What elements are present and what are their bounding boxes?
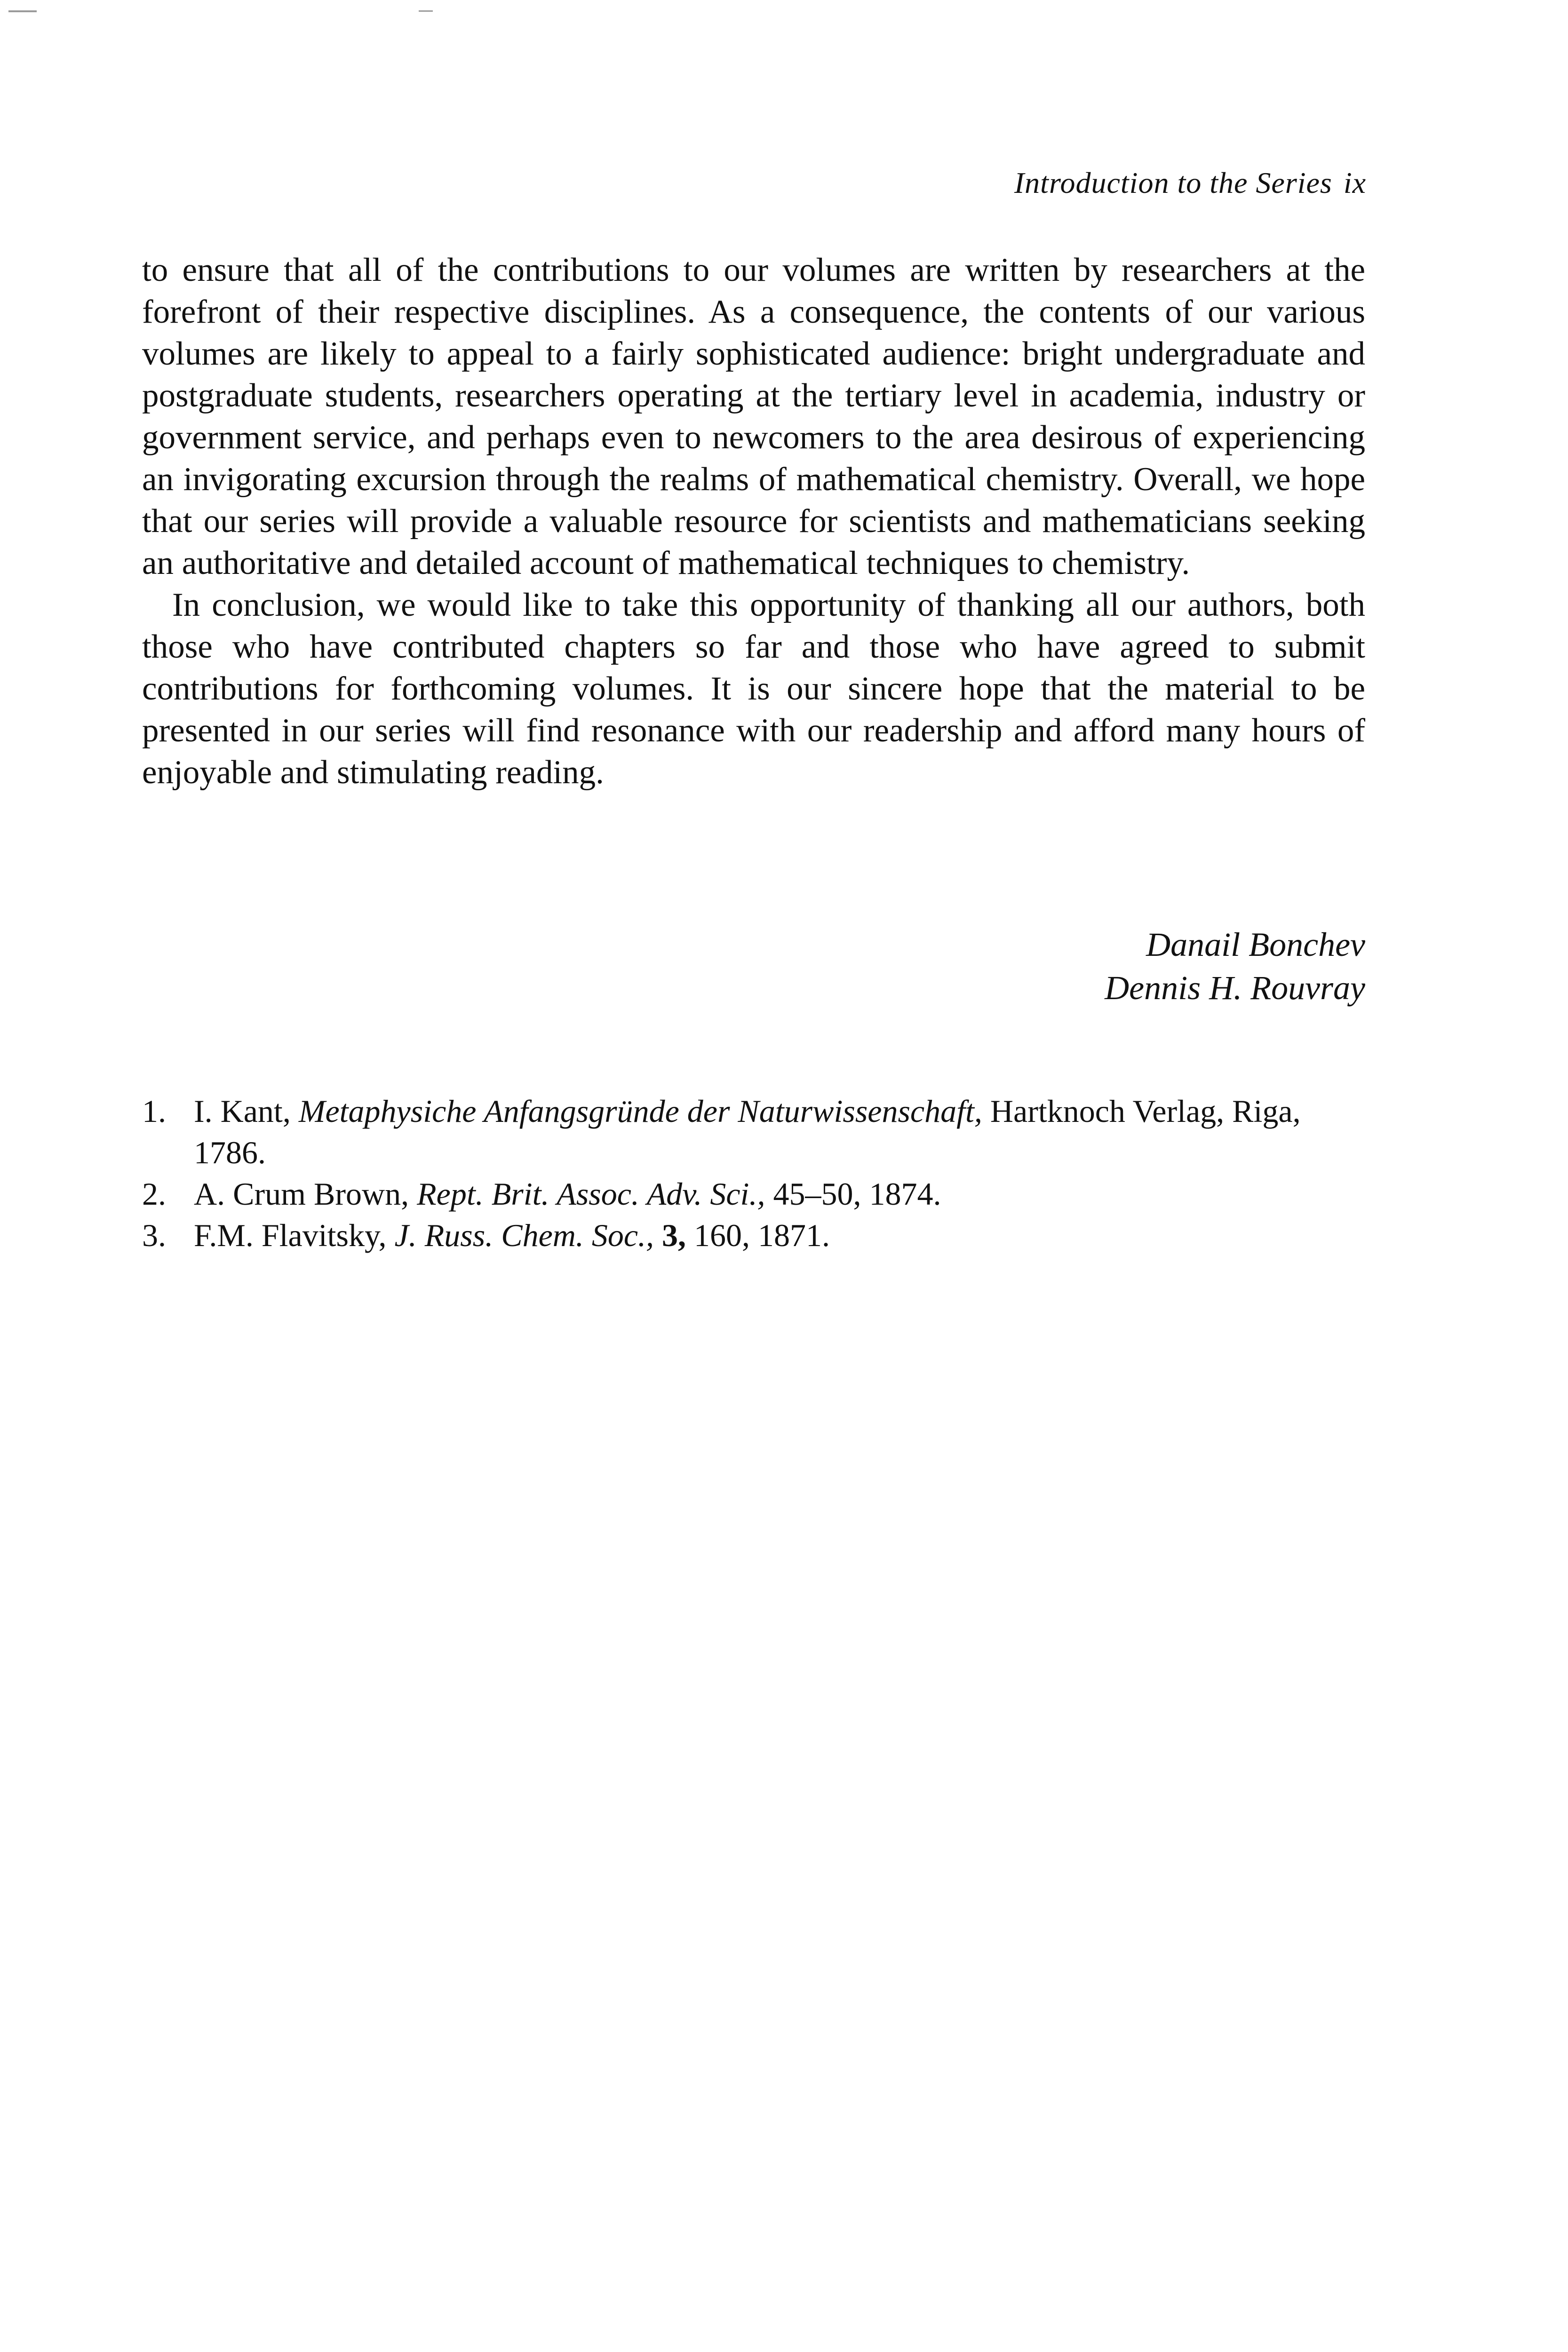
signature-author: Danail Bonchev	[1146, 926, 1365, 963]
reference-text	[194, 1215, 1365, 1256]
reference-item	[142, 1173, 1365, 1215]
reference-item	[142, 1215, 1365, 1256]
reference-title: J. Russ. Chem. Soc.,	[394, 1217, 654, 1253]
reference-title: Rept. Brit. Assoc. Adv. Sci.,	[417, 1176, 765, 1212]
scan-artifact-top-left	[8, 10, 37, 12]
reference-list	[142, 1090, 1365, 1256]
reference-number: 2.	[142, 1176, 166, 1212]
reference-details: Hartknoch Verlag, Riga, 1786.	[194, 1093, 1301, 1170]
page-number: ix	[1343, 166, 1366, 199]
scan-artifact-top-center	[419, 10, 433, 12]
reference-author: F.M. Flavitsky,	[194, 1217, 387, 1253]
reference-title: Metaphysiche Anfangsgründe der Naturwissenschaft,	[298, 1093, 982, 1129]
signature-author: Dennis H. Rouvray	[1105, 969, 1365, 1007]
paragraph-conclusion: In conclusion, we would like to take this opportunity of thanking all our authors, both those who have contributed chapters so far and those who have agreed to submit contributions for forthcoming volumes. It is our sincere hope that the material to be presented in our series will find resonance with our readership and afford many hours of enjoyable and stimulating reading.	[142, 587, 1365, 791]
reference-volume: 3,	[662, 1217, 686, 1253]
reference-text	[194, 1173, 1365, 1215]
running-title: Introduction to the Series	[1014, 166, 1332, 199]
reference-author: I. Kant,	[194, 1093, 291, 1129]
paragraph-continuation: to ensure that all of the contributions to our volumes are written by researchers at the forefront of their respective disciplines. As a consequence, the contents of our various volumes are likely to appeal to a fairly sophisticated audience: bright undergraduate and postgraduate students, researchers operating at the tertiary level in academia, industry or government service, and perhaps even to newcomers to the area desirous of experiencing an invigorating excursion through the realms of mathematical chemistry. Overall, we hope that our series will provide a valuable resource for scientists and mathematicians seeking an authoritative and detailed account of mathematical techniques to chemistry.	[142, 252, 1365, 581]
reference-author: A. Crum Brown,	[194, 1176, 409, 1212]
reference-item	[142, 1090, 1365, 1173]
reference-details: 160, 1871.	[694, 1217, 830, 1253]
body-text	[142, 249, 1365, 794]
reference-text	[194, 1090, 1365, 1173]
reference-number: 3.	[142, 1217, 166, 1253]
reference-details: 45–50, 1874.	[773, 1176, 941, 1212]
reference-number: 1.	[142, 1093, 166, 1129]
running-header	[1014, 166, 1366, 200]
signatures	[1105, 923, 1365, 1009]
